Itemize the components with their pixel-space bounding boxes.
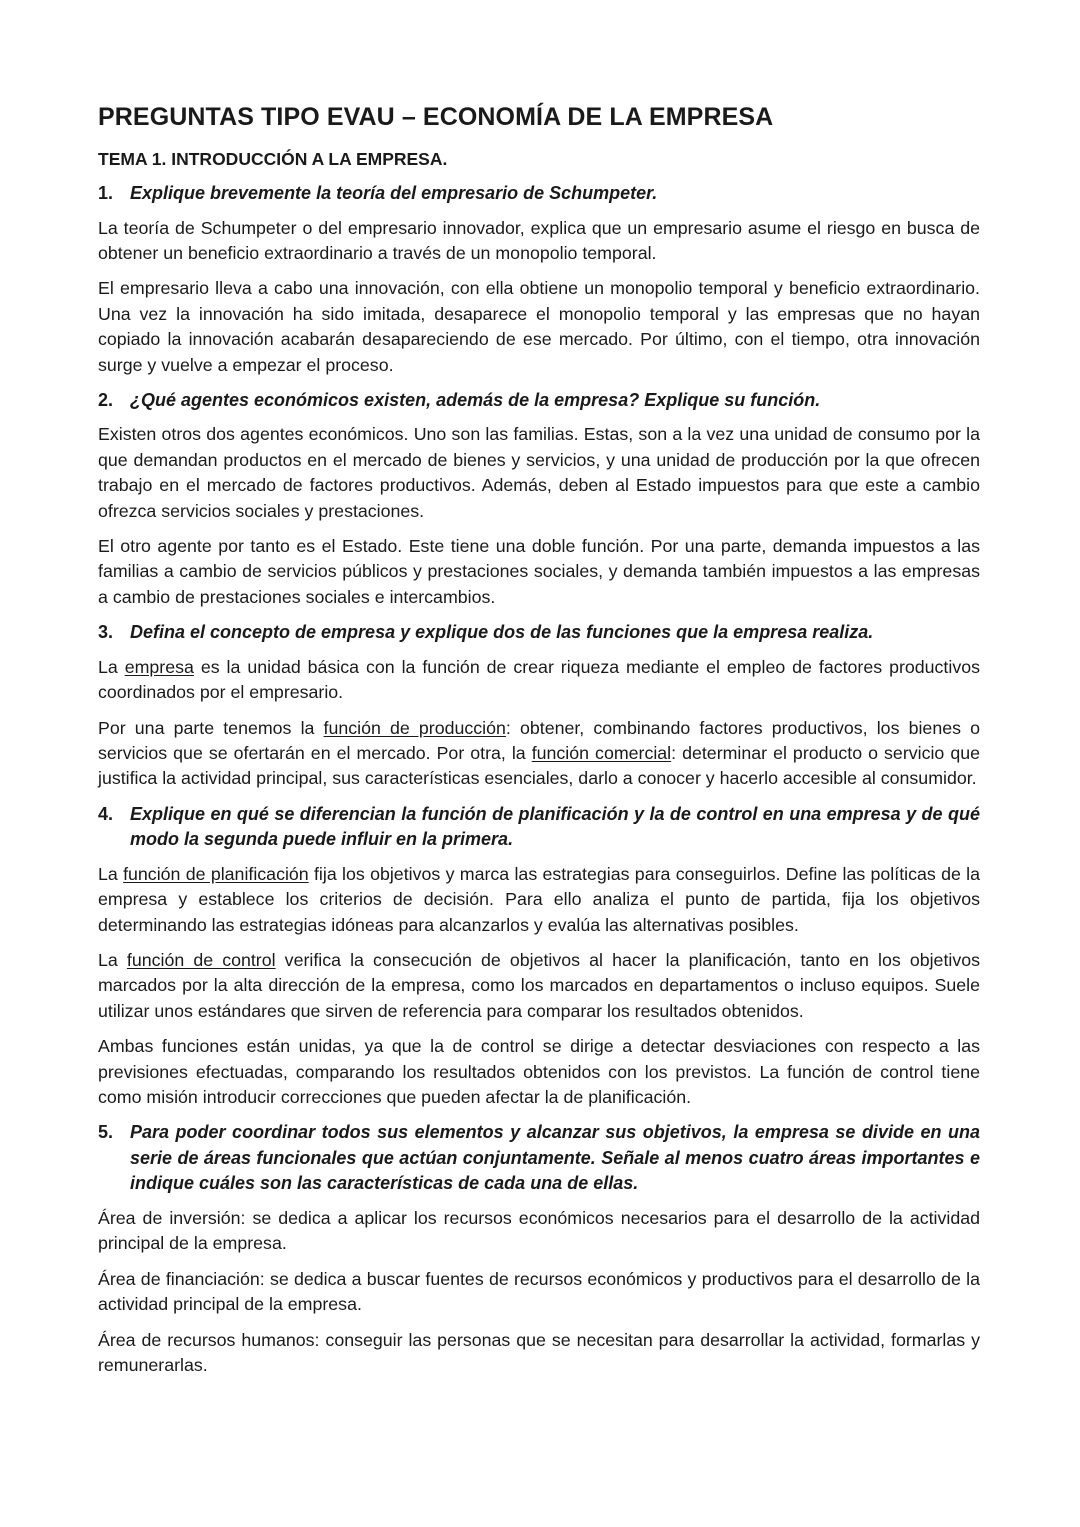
- question-number: 4.: [98, 803, 114, 824]
- answer-text: Existen otros dos agentes económicos. Uno son las familias. Estas, son a la vez una unidad de consumo por la que demandan productos en el mercado de bienes y servicios, y una unidad de producción por la que ofrecen trabajo en el mercado de factores productivos. Además, deben al Estado impuestos para que este a cambio ofrezca servicios sociales y prestaciones.: [98, 424, 980, 521]
- question-5: [98, 1120, 980, 1197]
- answer-paragraph: [98, 1206, 980, 1257]
- answer-text: Área de inversión: se dedica a aplicar los recursos económicos necesarios para el desarrollo de la actividad principal de la empresa.: [98, 1207, 980, 1254]
- underlined-term: función de producción: [323, 717, 506, 738]
- section-title: TEMA 1. INTRODUCCIÓN A LA EMPRESA.: [98, 149, 448, 169]
- answer-text: fija los objetivos y marca las estrategias para conseguirlos. Define las políticas de la empresa y establece los criterios de decisión. Para ello analiza el punto de partida, fija los objetivos determinando las estrategias idóneas para alcanzarlos y evalúa las alternativas posibles.: [98, 863, 980, 935]
- underlined-term: función de control: [126, 950, 276, 971]
- answer-text: La: [98, 656, 125, 677]
- answer-text: El otro agente por tanto es el Estado. Este tiene una doble función. Por una parte, demanda impuestos a las familias a cambio de servicios públicos y prestaciones sociales, y demanda también impuestos a las empresas a cambio de prestaciones sociales e intercambios.: [98, 536, 980, 607]
- answer-paragraph: [98, 655, 980, 706]
- answer-paragraph: [98, 948, 980, 1024]
- answer-text: La: [98, 863, 124, 884]
- question-number: 2.: [98, 389, 114, 410]
- question-number: 3.: [98, 622, 114, 643]
- answer-text: El empresario lleva a cabo una innovación, con ella obtiene un monopolio temporal y beneficio extraordinario. Una vez la innovación ha sido imitada, desaparece el monopolio temporal y las empresas que no hayan copiado la innovación acabarán desapareciendo de ese mercado. Por último, con el tiempo, otra innovación surge y vuelve a empezar el proceso.: [98, 278, 980, 375]
- question-text: Explique en qué se diferencian la función de planificación y la de control en una empresa y de qué modo la segunda puede influir en la primera.: [130, 803, 980, 850]
- underlined-term: función de planificación: [123, 863, 309, 884]
- answer-paragraph: [98, 716, 980, 792]
- answer-text: verifica la consecución de objetivos al hacer la planificación, tanto en los objetivos marcados por la alta dirección de la empresa, como los marcados en departamentos o incluso equipos. Suele utilizar unos estándares que sirven de referencia para comparar los resultados obtenidos.: [98, 950, 981, 1021]
- answer-text: La: [98, 950, 127, 971]
- question-1: [98, 181, 980, 207]
- answer-paragraph: [98, 1034, 980, 1110]
- underlined-term: función comercial: [531, 743, 672, 763]
- answer-paragraph: [98, 1267, 980, 1318]
- document-title: PREGUNTAS TIPO EVAU – ECONOMÍA DE LA EMPRESA: [98, 103, 774, 131]
- question-text: ¿Qué agentes económicos existen, además de la empresa? Explique su función.: [130, 389, 821, 410]
- answer-paragraph: [98, 862, 980, 938]
- question-number: 1.: [98, 183, 114, 203]
- answer-paragraph: [98, 1328, 980, 1379]
- answer-text: Área de financiación: se dedica a buscar fuentes de recursos económicos y productivos para el desarrollo de la actividad principal de la empresa.: [98, 1268, 980, 1315]
- answer-text: Por una parte tenemos la: [98, 717, 324, 738]
- answer-paragraph: [98, 216, 980, 267]
- question-2: [98, 388, 980, 414]
- answer-text: es la unidad básica con la función de crear riqueza mediante el empleo de factores productivos coordinados por el empresario.: [98, 656, 980, 703]
- underlined-term: empresa: [124, 656, 194, 677]
- answer-text: : determinar el producto o servicio que justifica la actividad principal, sus características esenciales, darlo a conocer y hacerlo accesible al consumidor.: [98, 743, 980, 789]
- answer-text: Ambas funciones están unidas, ya que la de control se dirige a detectar desviaciones con respecto a las previsiones efectuadas, comparando los resultados obtenidos con los previstos. La función de control tiene como misión introducir correcciones que pueden afectar la de planificación.: [98, 1036, 980, 1108]
- answer-paragraph: [98, 276, 980, 378]
- question-text: Para poder coordinar todos sus elementos y alcanzar sus objetivos, la empresa se divide en una serie de áreas funcionales que actúan conjuntamente. Señale al menos cuatro áreas importantes e indique cuáles son las características de cada una de ellas.: [130, 1122, 980, 1194]
- question-4: [98, 802, 980, 853]
- answer-text: : obtener, combinando factores productivos, los bienes o servicios que se ofertarán en el mercado. Por otra, la: [98, 717, 981, 763]
- question-text: Defina el concepto de empresa y explique dos de las funciones que la empresa realiza.: [130, 622, 874, 643]
- answer-paragraph: [98, 534, 980, 610]
- question-number: 5.: [98, 1122, 114, 1143]
- question-text: Explique brevemente la teoría del empresario de Schumpeter.: [130, 183, 658, 203]
- answer-text: Área de recursos humanos: conseguir las personas que se necesitan para desarrollar la actividad, formarlas y remunerarlas.: [98, 1329, 980, 1375]
- answer-text: La teoría de Schumpeter o del empresario innovador, explica que un empresario asume el riesgo en busca de obtener un beneficio extraordinario a través de un monopolio temporal.: [98, 217, 980, 263]
- answer-paragraph: [98, 422, 980, 524]
- question-3: [98, 620, 980, 646]
